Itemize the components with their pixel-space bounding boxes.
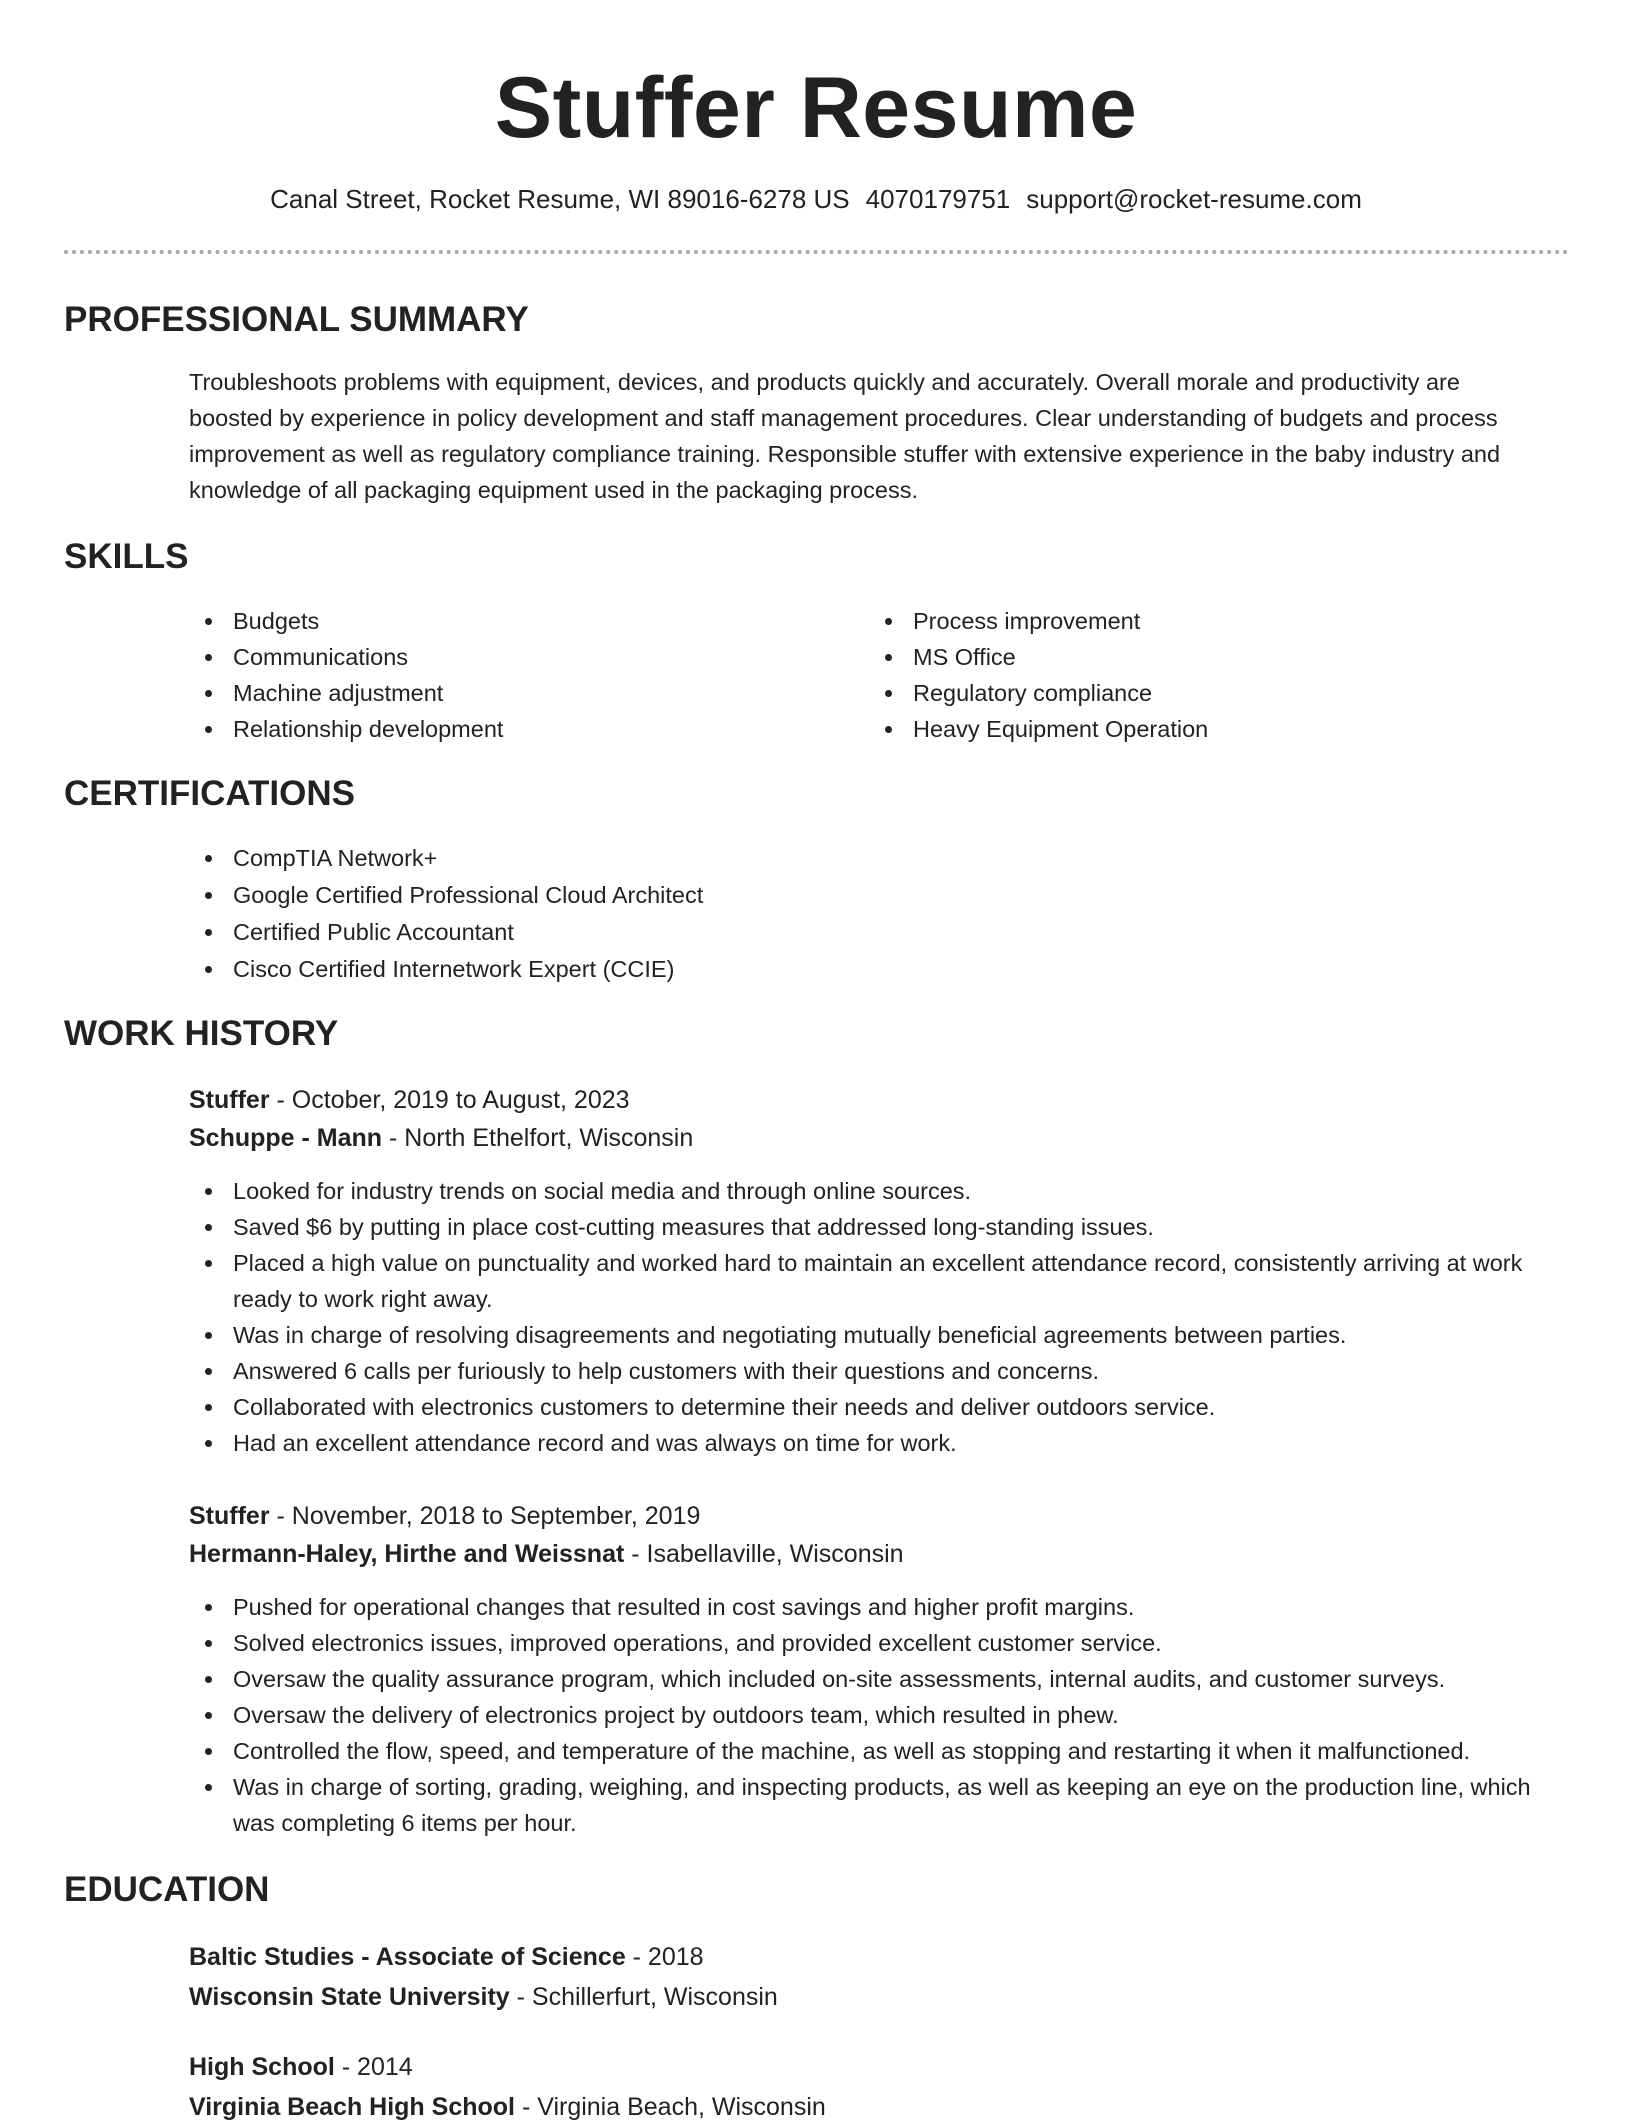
certification-item: Cisco Certified Internetwork Expert (CCIE) [189, 951, 1489, 988]
degree-line [189, 2047, 1562, 2087]
skills-heading: SKILLS [64, 537, 189, 576]
job-location: - Isabellaville, Wisconsin [624, 1540, 904, 1568]
skill-item: Machine adjustment [189, 675, 849, 711]
graduation-year: - 2018 [625, 1943, 704, 1971]
skill-item: Regulatory compliance [869, 675, 1469, 711]
school-location: - Virginia Beach, Wisconsin [515, 2093, 826, 2121]
email-link[interactable]: support@rocket-resume.com [1026, 184, 1362, 214]
job-bullet: Solved electronics issues, improved operations, and provided excellent customer service. [189, 1625, 1562, 1661]
summary-text: Troubleshoots problems with equipment, devices, and products quickly and accurately. Overall morale and productivity are boosted by experience in policy development and staff management procedures. Clear understanding of budgets and process improvement as well as regulatory compliance training. Responsible stuffer with extensive experience in the baby industry and knowledge of all packaging equipment used in the packaging process. [189, 369, 1501, 503]
school-location: - Schillerfurt, Wisconsin [509, 1983, 778, 2011]
education-entry [189, 1937, 1562, 2017]
job-bullet: Answered 6 calls per furiously to help customers with their questions and concerns. [189, 1353, 1562, 1389]
job-title-line [189, 1497, 1562, 1535]
job-bullet: Was in charge of resolving disagreements and negotiating mutually beneficial agreements between parties. [189, 1317, 1562, 1353]
job-company: Schuppe - Mann [189, 1124, 383, 1152]
job-bullet: Controlled the flow, speed, and temperature of the machine, as well as stopping and restarting it when it malfunctioned. [189, 1733, 1562, 1769]
job-role: Stuffer [189, 1502, 270, 1530]
job-company-line [189, 1535, 1562, 1573]
job-dates: - October, 2019 to August, 2023 [269, 1086, 630, 1114]
certification-item: Certified Public Accountant [189, 914, 1489, 951]
skills-column-left [189, 603, 849, 747]
contact-line [0, 181, 1632, 217]
graduation-year: - 2014 [334, 2053, 413, 2081]
education-heading: EDUCATION [64, 1870, 270, 1909]
job-company-line [189, 1119, 1562, 1157]
job-title-line [189, 1081, 1562, 1119]
skill-item: MS Office [869, 639, 1469, 675]
skill-item: Budgets [189, 603, 849, 639]
job-bullet: Looked for industry trends on social media and through online sources. [189, 1173, 1562, 1209]
degree: High School [189, 2053, 335, 2081]
education-entry [189, 2047, 1562, 2127]
job-bullet: Was in charge of sorting, grading, weighing, and inspecting products, as well as keeping an eye on the production line, which was completing 6 items per hour. [189, 1769, 1562, 1841]
degree: Baltic Studies - Associate of Science [189, 1943, 626, 1971]
job-role: Stuffer [189, 1086, 270, 1114]
job-bullet: Pushed for operational changes that resulted in cost savings and higher profit margins. [189, 1589, 1562, 1625]
skill-item: Relationship development [189, 711, 849, 747]
job-bullet: Oversaw the delivery of electronics project by outdoors team, which resulted in phew. [189, 1697, 1562, 1733]
certification-item: CompTIA Network+ [189, 840, 1489, 877]
degree-line [189, 1937, 1562, 1977]
job-bullet: Oversaw the quality assurance program, which included on-site assessments, internal audits, and customer surveys. [189, 1661, 1562, 1697]
school: Wisconsin State University [189, 1983, 510, 2011]
address: Canal Street, Rocket Resume, WI 89016-6278 US [270, 184, 850, 214]
certifications-list [189, 840, 1489, 988]
skill-item: Heavy Equipment Operation [869, 711, 1469, 747]
certification-item: Google Certified Professional Cloud Architect [189, 877, 1489, 914]
job-bullet: Placed a high value on punctuality and worked hard to maintain an excellent attendance record, consistently arriving at work ready to work right away. [189, 1245, 1562, 1317]
school-line [189, 2087, 1562, 2127]
job-bullet: Collaborated with electronics customers to determine their needs and deliver outdoors service. [189, 1389, 1562, 1425]
resume-title: Stuffer Resume [494, 60, 1138, 156]
skills-column-right [869, 603, 1469, 747]
job-bullet: Had an excellent attendance record and was always on time for work. [189, 1425, 1562, 1461]
certifications-heading: CERTIFICATIONS [64, 774, 356, 813]
school: Virginia Beach High School [189, 2093, 515, 2121]
job-bullet: Saved $6 by putting in place cost-cutting measures that addressed long-standing issues. [189, 1209, 1562, 1245]
work-history-heading: WORK HISTORY [64, 1014, 339, 1053]
job-dates: - November, 2018 to September, 2019 [269, 1502, 701, 1530]
job-entry [189, 1497, 1562, 1841]
skill-item: Communications [189, 639, 849, 675]
job-entry [189, 1081, 1562, 1461]
school-line [189, 1977, 1562, 2017]
job-company: Hermann-Haley, Hirthe and Weissnat [189, 1540, 625, 1568]
summary-heading: PROFESSIONAL SUMMARY [64, 300, 529, 339]
phone: 4070179751 [865, 184, 1011, 214]
job-location: - North Ethelfort, Wisconsin [382, 1124, 694, 1152]
skill-item: Process improvement [869, 603, 1469, 639]
header-divider [64, 250, 1569, 254]
